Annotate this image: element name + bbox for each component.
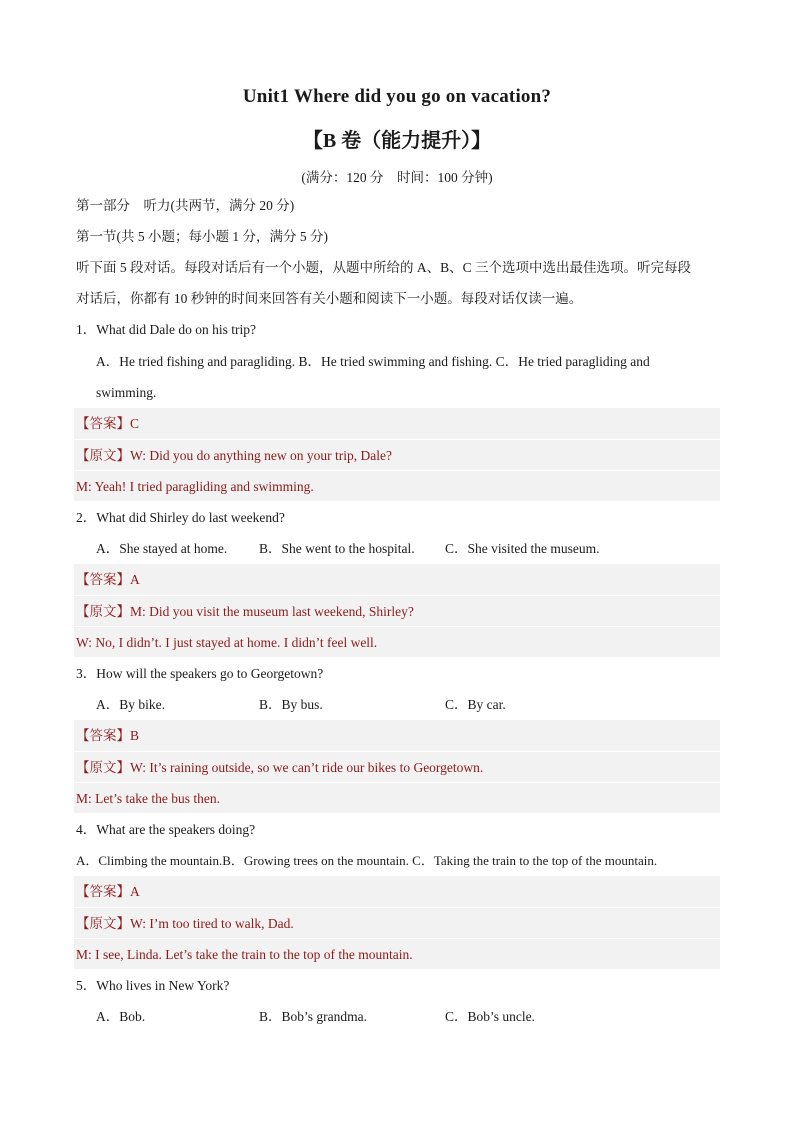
- question-3-transcript-2: M: Let’s take the bus then.: [74, 782, 720, 813]
- document-subtitle: 【B 卷（能力提升）】: [302, 130, 492, 152]
- question-5-option-a: A．Bob.: [96, 1009, 146, 1024]
- question-3-option-b: B．By bus.: [259, 697, 323, 712]
- instructions-line-2: 对话后，你都有 10 秒钟的时间来回答有关小题和阅读下一小题。每段对话仅读一遍。: [76, 291, 583, 306]
- question-1-options-cont: swimming.: [96, 385, 157, 400]
- question-2-transcript-1: 【原文】M: Did you visit the museum last weekend, Shirley?: [74, 595, 720, 626]
- question-2-stem: 2．What did Shirley do last weekend?: [76, 510, 285, 525]
- question-5-option-b: B．Bob’s grandma.: [259, 1009, 367, 1024]
- question-1-stem: 1．What did Dale do on his trip?: [76, 322, 256, 337]
- question-5-stem: 5．Who lives in New York?: [76, 978, 230, 993]
- question-1-transcript-2: M: Yeah! I tried paragliding and swimming.: [74, 470, 720, 501]
- question-2-transcript-2: W: No, I didn’t. I just stayed at home. I didn’t feel well.: [74, 626, 720, 657]
- score-time-info: (满分：120 分 时间：100 分钟): [301, 170, 493, 185]
- question-3-option-a: A．By bike.: [96, 697, 165, 712]
- question-4-transcript-2: M: I see, Linda. Let’s take the train to the top of the mountain.: [74, 938, 720, 969]
- question-3-transcript-1: 【原文】W: It’s raining outside, so we can’t ride our bikes to Georgetown.: [74, 751, 720, 782]
- section-heading: 第一节(共 5 小题；每小题 1 分，满分 5 分): [76, 229, 328, 244]
- question-4-options: A．Climbing the mountain.B．Growing trees on the mountain. C．Taking the train to the top of the mountain.: [76, 853, 658, 868]
- question-2-answer: 【答案】A: [74, 564, 720, 595]
- question-1-options: A．He tried fishing and paragliding. B．He tried swimming and fishing. C．He tried paragliding and: [96, 354, 650, 369]
- question-2-option-b: B．She went to the hospital.: [259, 541, 415, 556]
- question-1-answer: 【答案】C: [74, 408, 720, 439]
- part-heading: 第一部分 听力(共两节，满分 20 分): [76, 198, 295, 213]
- question-2-option-c: C．She visited the museum.: [445, 541, 600, 556]
- question-4-answer: 【答案】A: [74, 876, 720, 907]
- document-title: Unit1 Where did you go on vacation?: [242, 86, 552, 107]
- question-1-transcript-1: 【原文】W: Did you do anything new on your trip, Dale?: [74, 439, 720, 470]
- question-4-transcript-1: 【原文】W: I’m too tired to walk, Dad.: [74, 907, 720, 938]
- question-3-option-c: C．By car.: [445, 697, 506, 712]
- question-2-option-a: A．She stayed at home.: [96, 541, 228, 556]
- question-5-option-c: C．Bob’s uncle.: [445, 1009, 535, 1024]
- question-3-stem: 3．How will the speakers go to Georgetown?: [76, 666, 324, 681]
- instructions-line-1: 听下面 5 段对话。每段对话后有一个小题，从题中所给的 A、B、C 三个选项中选出最佳选项。听完每段: [76, 260, 692, 275]
- question-4-stem: 4．What are the speakers doing?: [76, 822, 256, 837]
- question-3-answer: 【答案】B: [74, 720, 720, 751]
